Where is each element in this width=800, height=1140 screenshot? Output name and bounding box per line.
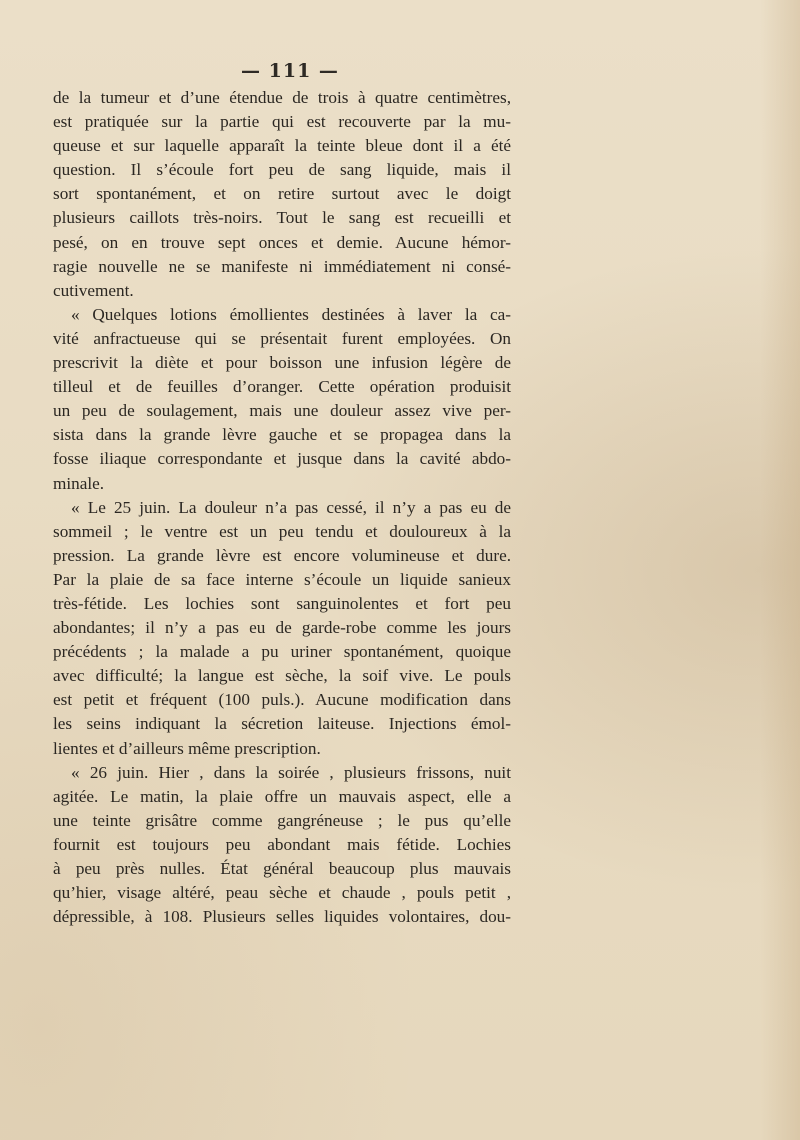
text-line: fosse iliaque correspondante et jusque dans la cavité abdo-	[53, 449, 511, 469]
text-line: « Quelques lotions émollientes destinées à laver la ca-	[71, 304, 511, 324]
text-line: tilleul et de feuilles d’oranger. Cette opération produisit	[53, 377, 511, 397]
text-line: prescrivit la diète et pour boisson une infusion légère de	[53, 353, 511, 373]
text-line: plusieurs caillots très-noirs. Tout le sang est recueilli et	[53, 208, 511, 228]
text-line: une teinte grisâtre comme gangréneuse ; le pus qu’elle	[53, 810, 511, 830]
text-line: pesé, on en trouve sept onces et demie. Aucune hémor-	[53, 232, 511, 252]
text-line: « Le 25 juin. La douleur n’a pas cessé, il n’y a pas eu de	[71, 497, 511, 517]
text-line: précédents ; la malade a pu uriner spontanément, quoique	[53, 642, 511, 662]
text-line: ragie nouvelle ne se manifeste ni immédiatement ni consé-	[53, 256, 511, 276]
text-line: très-fétide. Les lochies sont sanguinolentes et fort peu	[53, 593, 511, 613]
text-line: fournit est toujours peu abondant mais fétide. Lochies	[53, 834, 511, 854]
text-line: dépressible, à 108. Plusieurs selles liquides volontaires, dou-	[53, 907, 511, 927]
text-line: cutivement.	[53, 280, 134, 300]
text-line: « 26 juin. Hier , dans la soirée , plusieurs frissons, nuit	[71, 762, 511, 782]
text-line: à peu près nulles. État général beaucoup plus mauvais	[53, 859, 511, 878]
text-line: lientes et d’ailleurs même prescription.	[53, 738, 321, 758]
text-line: Par la plaie de sa face interne s’écoule un liquide sanieux	[53, 569, 511, 589]
text-line: un peu de soulagement, mais une douleur assez vive per-	[53, 401, 511, 421]
text-line: sort spontanément, et on retire surtout avec le doigt	[53, 184, 511, 204]
text-line: sista dans la grande lèvre gauche et se propagea dans la	[53, 425, 511, 445]
page-edge-shading	[760, 0, 800, 1140]
page-number: — 111 —	[241, 60, 339, 82]
text-line: vité anfractueuse qui se présentait furent employées. On	[53, 328, 511, 348]
text-line: est pratiquée sur la partie qui est recouverte par la mu-	[53, 112, 511, 132]
text-line: qu’hier, visage altéré, peau sèche et chaude , pouls petit ,	[53, 883, 511, 903]
text-line: avec difficulté; la langue est sèche, la soif vive. Le pouls	[53, 666, 511, 686]
text-line: abondantes; il n’y a pas eu de garde-robe comme les jours	[53, 618, 511, 638]
text-line: pression. La grande lèvre est encore volumineuse et dure.	[53, 545, 511, 565]
text-line: de la tumeur et d’une étendue de trois à quatre centimètres,	[53, 88, 511, 107]
text-line: queuse et sur laquelle apparaît la teinte bleue dont il a été	[53, 136, 511, 156]
text-line: sommeil ; le ventre est un peu tendu et douloureux à la	[53, 521, 511, 541]
text-line: minale.	[53, 473, 105, 493]
text-line: est petit et fréquent (100 puls.). Aucune modification dans	[53, 690, 511, 710]
text-line: les seins indiquant la sécretion laiteuse. Injections émol-	[53, 714, 511, 734]
text-line: agitée. Le matin, la plaie offre un mauvais aspect, elle a	[53, 786, 511, 806]
text-line: question. Il s’écoule fort peu de sang liquide, mais il	[53, 160, 511, 180]
body-text	[53, 86, 511, 929]
